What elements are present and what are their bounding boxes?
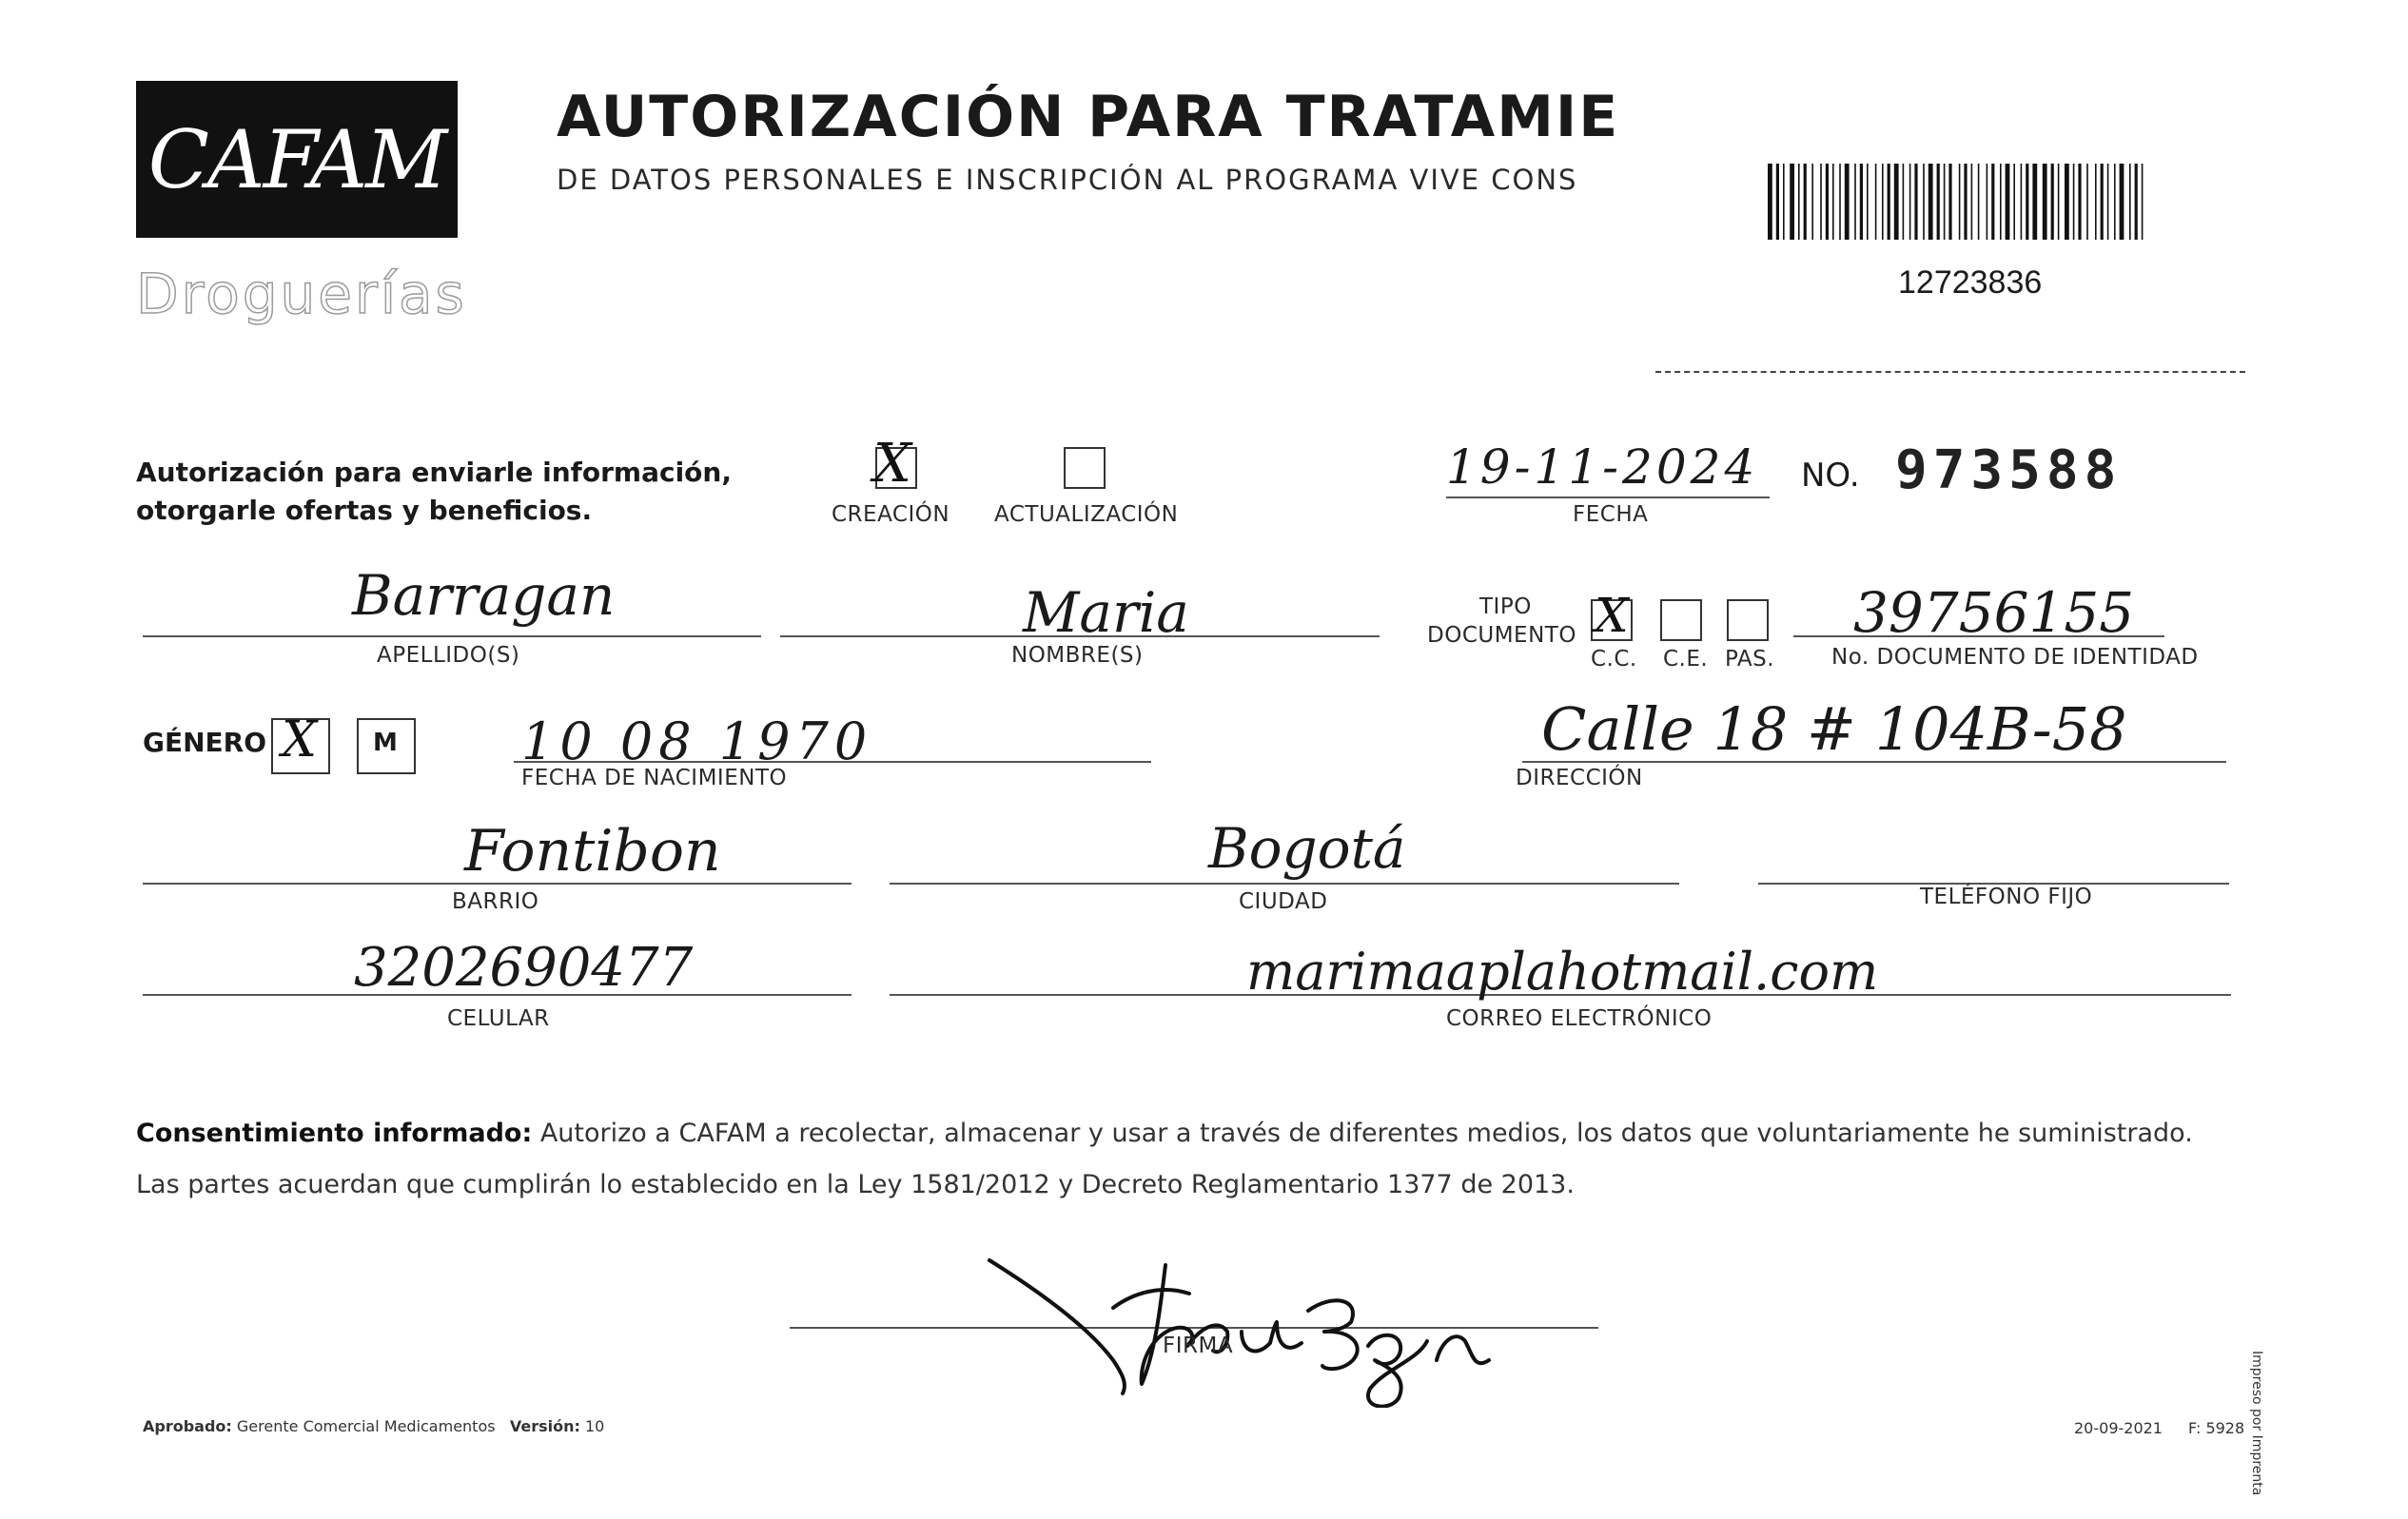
- barcode-bar: [2095, 164, 2097, 240]
- barcode-bar: [1978, 164, 1980, 240]
- creacion-check-mark: X: [873, 433, 911, 495]
- barcode-bar: [2101, 164, 2104, 240]
- divider-line: [1655, 371, 2245, 373]
- barcode-bar: [1909, 164, 1911, 240]
- barcode-bar: [1832, 164, 1834, 240]
- barcode-bar: [1894, 164, 1899, 240]
- ciudad-line: [890, 883, 1679, 885]
- barcode-bar: [1903, 164, 1905, 240]
- signature-image: [970, 1217, 1503, 1408]
- barcode-bar: [2107, 164, 2109, 240]
- nacimiento-label: FECHA DE NACIMIENTO: [521, 766, 788, 790]
- barcode-bar: [2129, 164, 2131, 240]
- barcode-bar: [1888, 164, 1890, 240]
- barcode-bar: [2058, 164, 2060, 240]
- celular-value: 3202690477: [354, 937, 694, 999]
- consent-heading: Consentimiento informado:: [136, 1119, 533, 1148]
- barcode-bar: [2043, 164, 2047, 240]
- footer-approval: [143, 1417, 604, 1435]
- barcode-bar: [1928, 164, 1933, 240]
- barcode-bar: [1826, 164, 1829, 240]
- fecha-label: FECHA: [1573, 502, 1649, 527]
- genero-f-mark: X: [282, 711, 318, 769]
- apellidos-label: APELLIDO(S): [377, 643, 520, 668]
- cc-label: C.C.: [1591, 647, 1637, 672]
- tipo-label: TIPO: [1479, 594, 1532, 619]
- telefono-label: TELÉFONO FIJO: [1920, 885, 2093, 909]
- barcode-bar: [1854, 164, 1856, 240]
- barcode-bar: [2086, 164, 2088, 240]
- barcode-bar: [2073, 164, 2075, 240]
- barcode-bar: [1964, 164, 1967, 240]
- barcode-bar: [1860, 164, 1863, 240]
- actualizacion-checkbox[interactable]: [1064, 447, 1106, 489]
- barcode-bar: [1944, 164, 1946, 240]
- fecha-value: 19-11-2024: [1446, 439, 1759, 495]
- barcode-bar: [1783, 164, 1785, 240]
- nombres-value: Maria: [1023, 580, 1189, 645]
- ciudad-label: CIUDAD: [1239, 889, 1328, 914]
- barcode-number: 12723836: [1898, 264, 2043, 301]
- form-title: AUTORIZACIÓN PARA TRATAMIE: [557, 84, 1620, 150]
- intro-line-1: Autorización para enviarle información,: [136, 457, 732, 488]
- ciudad-value: Bogotá: [1208, 816, 1406, 881]
- documento-tipo-label: DOCUMENTO: [1427, 623, 1576, 648]
- celular-label: CELULAR: [447, 1006, 550, 1031]
- correo-label: CORREO ELECTRÓNICO: [1446, 1006, 1713, 1031]
- barcode-bar: [1839, 164, 1841, 240]
- barcode-bar: [2013, 164, 2015, 240]
- barcode-bar: [1937, 164, 1940, 240]
- barcode-bar: [2065, 164, 2069, 240]
- barcode-bar: [2120, 164, 2124, 240]
- numero-prefix: NO.: [1801, 457, 1860, 495]
- nacimiento-value: 10 08 1970: [521, 711, 873, 771]
- barcode-bar: [1820, 164, 1822, 240]
- barcode-bar: [1776, 164, 1779, 240]
- version-label: Versión:: [509, 1417, 580, 1435]
- footer-code: F: 5928: [2188, 1419, 2245, 1437]
- intro-line-2: otorgarle ofertas y beneficios.: [136, 495, 593, 526]
- barcode-bar: [2021, 164, 2023, 240]
- barcode-bar: [1811, 164, 1813, 240]
- apellidos-line: [143, 635, 761, 637]
- version-value: 10: [584, 1417, 605, 1435]
- cc-check-mark: X: [1595, 588, 1629, 643]
- numero-value: 973588: [1895, 439, 2123, 501]
- direccion-value: Calle 18 # 104B-58: [1541, 694, 2127, 764]
- barcode-bar: [1804, 164, 1807, 240]
- barcode-bar: [1923, 164, 1925, 240]
- pas-label: PAS.: [1725, 647, 1775, 672]
- barcode-bar: [2078, 164, 2081, 240]
- correo-value: marimaaplahotmail.com: [1246, 942, 1879, 1002]
- direccion-label: DIRECCIÓN: [1516, 766, 1643, 790]
- barcode-icon: [1768, 164, 2148, 240]
- genero-m-label: M: [373, 729, 398, 757]
- barcode-bar: [2142, 164, 2144, 240]
- barcode-bar: [1971, 164, 1973, 240]
- barcode-bar: [2114, 164, 2116, 240]
- barcode-bar: [2000, 164, 2002, 240]
- aprobado-label: Aprobado:: [143, 1417, 232, 1435]
- footer-side-note: Impreso por Imprenta: [2249, 1351, 2264, 1496]
- consent-text-2: Las partes acuerdan que cumplirán lo establecido en la Ley 1581/2012 y Decreto Reglamentario 1377 de 2013.: [136, 1170, 1575, 1199]
- ce-checkbox[interactable]: [1660, 599, 1702, 641]
- genero-label: GÉNERO: [143, 727, 267, 758]
- barcode-bar: [2026, 164, 2028, 240]
- barcode-bar: [1882, 164, 1884, 240]
- documento-value: 39756155: [1853, 580, 2135, 645]
- creacion-label: CREACIÓN: [832, 502, 950, 527]
- barcode-bar: [1959, 164, 1961, 240]
- nombres-label: NOMBRE(S): [1011, 643, 1144, 668]
- footer-date: 20-09-2021: [2074, 1419, 2163, 1437]
- logo-text: CAFAM: [147, 112, 446, 206]
- consent-paragraph: [136, 1108, 2248, 1211]
- firma-label: FIRMA: [1163, 1334, 1234, 1358]
- ce-label: C.E.: [1663, 647, 1709, 672]
- apellidos-value: Barragan: [352, 563, 616, 628]
- form-subtitle: DE DATOS PERSONALES E INSCRIPCIÓN AL PROGRAMA VIVE CONS: [557, 164, 1578, 196]
- barcode-bar: [1798, 164, 1800, 240]
- barcode-bar: [1914, 164, 1917, 240]
- barcode-bar: [1987, 164, 1988, 240]
- barcode-bar: [1948, 164, 1951, 240]
- aprobado-value: Gerente Comercial Medicamentos: [236, 1417, 496, 1435]
- barcode-bar: [2051, 164, 2054, 240]
- barcode-bar: [2135, 164, 2138, 240]
- pas-checkbox[interactable]: [1727, 599, 1769, 641]
- logo-subtitle: Droguerías: [136, 262, 467, 326]
- consent-text-1: Autorizo a CAFAM a recolectar, almacenar y usar a través de diferentes medios, los datos que voluntariamente he suministrado.: [532, 1119, 2193, 1148]
- barcode-bar: [1790, 164, 1794, 240]
- barcode-bar: [2006, 164, 2010, 240]
- barcode-bar: [2032, 164, 2037, 240]
- barrio-label: BARRIO: [452, 889, 539, 914]
- barcode-bar: [1845, 164, 1850, 240]
- barcode-bar: [1875, 164, 1877, 240]
- documento-id-label: No. DOCUMENTO DE IDENTIDAD: [1831, 645, 2199, 670]
- barcode-bar: [1768, 164, 1772, 240]
- fecha-line: [1446, 497, 1770, 498]
- barrio-value: Fontibon: [464, 818, 721, 885]
- barcode-bar: [1867, 164, 1869, 240]
- actualizacion-label: ACTUALIZACIÓN: [994, 502, 1179, 527]
- barcode-bar: [1991, 164, 1994, 240]
- cafam-logo: [136, 81, 458, 238]
